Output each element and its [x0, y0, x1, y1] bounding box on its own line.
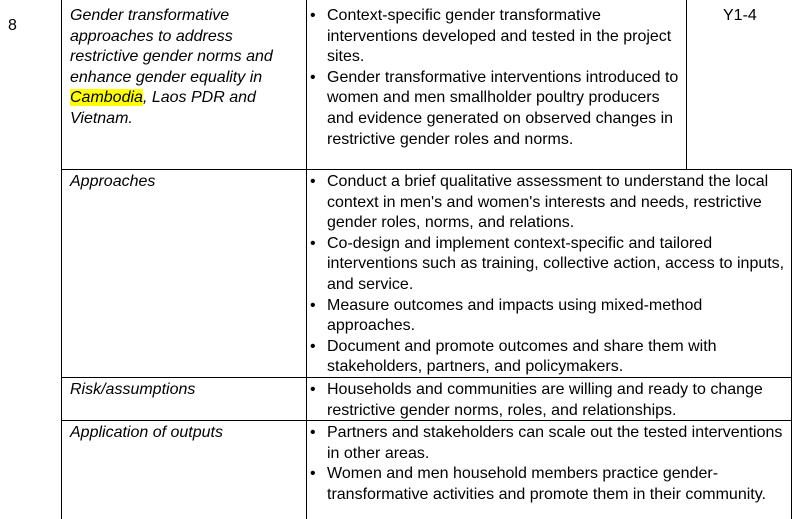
approaches-bullets-cell [307, 172, 787, 378]
risk-bullets [307, 380, 787, 421]
approach-bullet-item: • Co-design and implement context-specific and tailored interventions such as training, collective action, access to inputs, and service. [307, 234, 787, 296]
table-border-right [791, 169, 792, 519]
risk-bullet-item: • Households and communities are willing and ready to change restrictive gender norms, roles, and relationships. [307, 380, 787, 421]
timeline-text: Y1-4 [723, 7, 757, 24]
application-bullet-item: • Women and men household members practice gender-transformative activities and promote them in their community. [307, 464, 787, 505]
application-bullet-item: • Partners and stakeholders can scale out the tested interventions in other areas. [307, 423, 787, 464]
table-divider-col2 [686, 0, 687, 169]
output-title [70, 6, 302, 130]
approaches-label-text: Approaches [70, 173, 156, 190]
application-bullets [307, 423, 787, 505]
table-border-left [61, 0, 62, 519]
output-bullet-item: • Context-specific gender transformative interventions developed and tested in the project sites. [307, 6, 685, 68]
output-bullet-item: • Gender transformative interventions introduced to women and men smallholder poultry producers and evidence generated on observed changes in restrictive gender roles and norms. [307, 68, 685, 150]
application-label [70, 423, 223, 444]
approaches-label [70, 172, 155, 193]
application-label-text: Application of outputs [70, 424, 223, 441]
risk-bullets-cell [307, 380, 787, 421]
risk-label [70, 380, 195, 401]
risk-label-text: Risk/assumptions [70, 381, 196, 398]
output-bullets-cell [307, 6, 685, 150]
row-number-text: 8 [8, 17, 17, 34]
approach-bullet-item: • Conduct a brief qualitative assessment to understand the local context in men's and women's interests and needs, restrictive gender roles, norms, and relations. [307, 172, 787, 234]
row-separator-1 [61, 169, 792, 170]
output-bullets [307, 6, 685, 150]
approaches-bullets [307, 172, 787, 378]
timeline-cell [723, 6, 757, 27]
application-bullets-cell [307, 423, 787, 505]
approach-bullet-item: • Document and promote outcomes and share them with stakeholders, partners, and policymakers. [307, 337, 787, 378]
highlighted-country: Cambodia [70, 89, 143, 107]
output-title-text: Gender transformative approaches to address restrictive gender norms and enhance gender equality in [70, 7, 273, 86]
approach-bullet-item: • Measure outcomes and impacts using mixed-method approaches. [307, 296, 787, 337]
row-number [8, 16, 17, 37]
output-title-end: , Laos PDR and Vietnam. [70, 89, 256, 127]
